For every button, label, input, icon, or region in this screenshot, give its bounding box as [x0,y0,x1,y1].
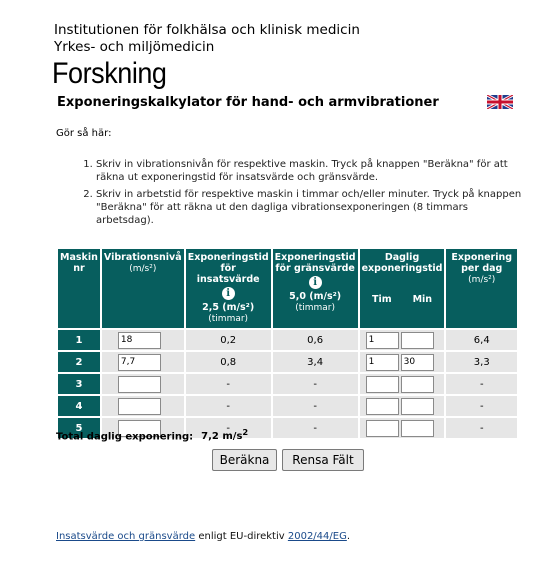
header-vibration-level: Vibrationsnivå (m/s²) [102,249,184,328]
header-daily-exposure-time: Daglig exponeringstid Tim Min [360,249,445,328]
eu-directive-link[interactable]: 2002/44/EG [287,531,347,542]
info-icon[interactable]: i [222,287,235,300]
total-unit-exponent: 2 [242,427,249,437]
uk-flag-icon[interactable] [487,95,513,109]
total-daily-exposure [56,427,248,442]
table-row [58,352,517,372]
minutes-input[interactable] [401,354,434,371]
page-heading: Forskning [52,57,167,90]
machine-number: 3 [58,374,100,394]
calculator-title: Exponeringskalkylator för hand- och armvibrationer [57,95,439,110]
vibration-calculator-table [56,247,519,443]
exposure-per-day-value: 6,4 [446,330,517,350]
header-maskin: Maskin nr [58,249,100,328]
machine-number: 1 [58,330,100,350]
table-row [58,374,517,394]
minutes-input[interactable] [401,376,434,393]
minutes-input[interactable] [401,420,434,437]
exposure-insats-value: 0,2 [186,330,271,350]
minutes-input[interactable] [401,332,434,349]
header-min: Min [412,294,433,305]
exposure-grans-value: - [273,418,358,438]
instructions-intro: Gör så här: [56,128,112,139]
table-row [58,330,517,350]
exposure-grans-value: 3,4 [273,352,358,372]
exposure-grans-value: - [273,374,358,394]
info-icon[interactable]: i [309,276,322,289]
exposure-per-day-value: - [446,396,517,416]
vibration-level-input[interactable] [118,398,161,415]
table-row [58,396,517,416]
vibration-level-input[interactable] [118,376,161,393]
hours-input[interactable] [366,354,399,371]
header-exposure-insats: Exponeringstid för insatsvärde i 2,5 (m/s²) (timmar) [186,249,271,328]
machine-number: 4 [58,396,100,416]
clear-fields-button[interactable]: Rensa Fält [282,449,364,471]
department-name: Yrkes- och miljömedicin [54,39,215,55]
calculate-button[interactable]: Beräkna [212,449,277,471]
machine-number: 5 [58,418,100,438]
exposure-insats-value: - [186,418,271,438]
exposure-per-day-value: - [446,374,517,394]
exposure-insats-value: - [186,396,271,416]
institution-name: Institutionen för folkhälsa och klinisk medicin [54,22,360,38]
instruction-step: 2. Skriv in arbetstid för respektive maskin i timmar och/eller minuter. Tryck på knappen "Beräkna" för att räkna ut den dagliga vibrationsexponeringen (8 timmars arbetsdag). [96,188,526,227]
header-exposure-per-day: Exponering per dag (m/s²) [446,249,517,328]
hours-input[interactable] [366,398,399,415]
footer-note: Insatsvärde och gränsvärde enligt EU-direktiv 2002/44/EG. [56,531,351,542]
header-exposure-grans: Exponeringstid för gränsvärde i 5,0 (m/s²) (timmar) [273,249,358,328]
exposure-insats-value: 0,8 [186,352,271,372]
vibration-level-input[interactable] [118,354,161,371]
hours-input[interactable] [366,420,399,437]
exposure-per-day-value: 3,3 [446,352,517,372]
exposure-per-day-value: - [446,418,517,438]
hours-input[interactable] [366,376,399,393]
exposure-insats-value: - [186,374,271,394]
machine-number: 2 [58,352,100,372]
hours-input[interactable] [366,332,399,349]
instructions-list [56,158,526,231]
total-label: Total daglig exponering: [56,431,194,443]
exposure-grans-value: 0,6 [273,330,358,350]
table-header-row [58,249,517,328]
instruction-step: 1. Skriv in vibrationsnivån för respektive maskin. Tryck på knappen "Beräkna" för att räkna ut exponeringstid för insatsvärde och gränsvärde. [96,158,526,184]
limit-values-link[interactable]: Insatsvärde och gränsvärde [56,531,196,542]
vibration-level-input[interactable] [118,332,161,349]
header-tim: Tim [372,294,392,305]
minutes-input[interactable] [401,398,434,415]
exposure-grans-value: - [273,396,358,416]
total-value: 7,2 m/s [201,431,243,443]
